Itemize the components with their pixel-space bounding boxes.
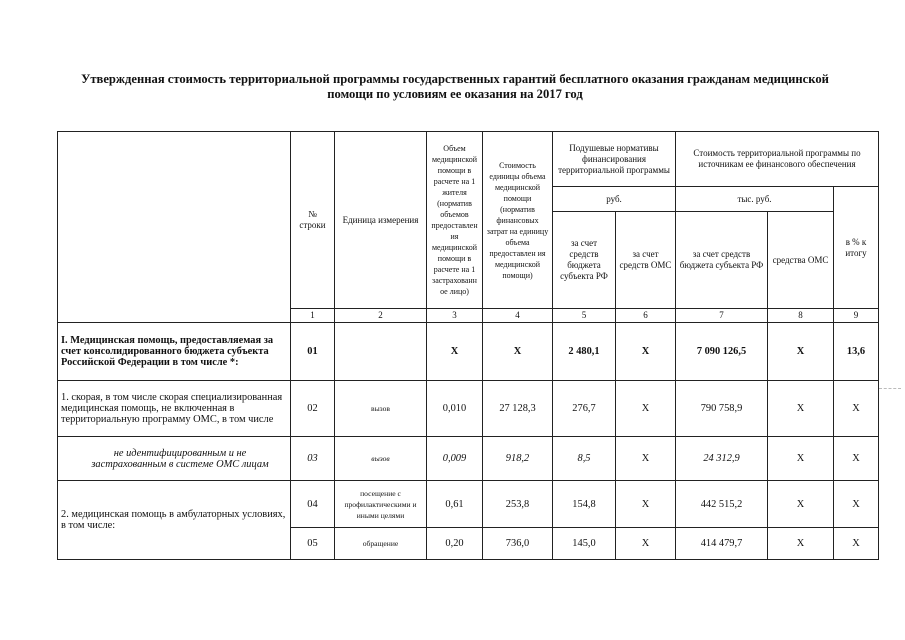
row-program-budget: 790 758,9 bbox=[676, 381, 768, 437]
row-cost: Х bbox=[483, 323, 553, 381]
row-program-oms: Х bbox=[768, 481, 834, 528]
header-program-cost-budget: за счет средств бюджета субъекта РФ bbox=[676, 212, 768, 309]
header-volume: Объем медицинской помощи в расчете на 1 жителя (норматив объемов предоставлен ия медицинской помощи в расчете на 1 застрахованн ое лицо) bbox=[427, 132, 483, 309]
title-line-2: помощи по условиям ее оказания на 2017 год bbox=[327, 87, 583, 101]
header-unit: Единица измерения bbox=[335, 132, 427, 309]
column-number: 6 bbox=[616, 309, 676, 323]
row-volume: 0,61 bbox=[427, 481, 483, 528]
row-cost: 27 128,3 bbox=[483, 381, 553, 437]
column-number: 2 bbox=[335, 309, 427, 323]
row-program-budget: 414 479,7 bbox=[676, 528, 768, 560]
row-code: 03 bbox=[291, 437, 335, 481]
table-row bbox=[58, 323, 879, 381]
program-cost-table bbox=[57, 131, 879, 560]
header-per-capita-budget: за счет средств бюджета субъекта РФ bbox=[553, 212, 616, 309]
row-per-capita-budget: 145,0 bbox=[553, 528, 616, 560]
header-per-capita-currency: руб. bbox=[553, 187, 676, 212]
table-row bbox=[58, 381, 879, 437]
column-number: 7 bbox=[676, 309, 768, 323]
row-per-capita-oms: Х bbox=[616, 381, 676, 437]
row-program-pct: Х bbox=[834, 381, 879, 437]
row-program-pct: Х bbox=[834, 481, 879, 528]
row-program-pct: Х bbox=[834, 528, 879, 560]
column-number: 9 bbox=[834, 309, 879, 323]
header-program-cost-group: Стоимость территориальной программы по источникам ее финансового обеспечения bbox=[676, 132, 879, 187]
row-program-budget: 7 090 126,5 bbox=[676, 323, 768, 381]
row-volume: 0,010 bbox=[427, 381, 483, 437]
row-code: 04 bbox=[291, 481, 335, 528]
table-row bbox=[58, 481, 879, 528]
header-program-cost-pct: в % к итогу bbox=[834, 187, 879, 309]
row-program-pct: 13,6 bbox=[834, 323, 879, 381]
row-per-capita-oms: Х bbox=[616, 437, 676, 481]
header-program-cost-oms: средства ОМС bbox=[768, 212, 834, 309]
header-per-capita-group: Подушевые нормативы финансирования территориальной программы bbox=[553, 132, 676, 187]
row-unit bbox=[335, 323, 427, 381]
page-title bbox=[60, 72, 850, 102]
row-unit: посещение с профилактическими и иными целями bbox=[335, 481, 427, 528]
row-per-capita-oms: Х bbox=[616, 481, 676, 528]
row-unit: обращение bbox=[335, 528, 427, 560]
column-number: 5 bbox=[553, 309, 616, 323]
header-name-blank bbox=[58, 132, 291, 323]
row-per-capita-budget: 276,7 bbox=[553, 381, 616, 437]
row-cost: 253,8 bbox=[483, 481, 553, 528]
row-name: 2. медицинская помощь в амбулаторных условиях, в том числе: bbox=[58, 481, 291, 560]
row-program-budget: 442 515,2 bbox=[676, 481, 768, 528]
row-code: 05 bbox=[291, 528, 335, 560]
row-unit: вызов bbox=[335, 381, 427, 437]
header-per-capita-oms: за счет средств ОМС bbox=[616, 212, 676, 309]
column-number: 4 bbox=[483, 309, 553, 323]
row-program-oms: Х bbox=[768, 437, 834, 481]
row-volume: 0,009 bbox=[427, 437, 483, 481]
row-per-capita-budget: 154,8 bbox=[553, 481, 616, 528]
column-number: 3 bbox=[427, 309, 483, 323]
column-number: 1 bbox=[291, 309, 335, 323]
row-cost: 918,2 bbox=[483, 437, 553, 481]
table-row bbox=[58, 437, 879, 481]
row-program-oms: Х bbox=[768, 323, 834, 381]
header-cost: Стоимость единицы объема медицинской помощи (норматив финансовых затрат на единицу объема предоставлен ия медицинской помощи) bbox=[483, 132, 553, 309]
row-per-capita-oms: Х bbox=[616, 528, 676, 560]
row-name: 1. скорая, в том числе скорая специализированная медицинская помощь, не включенная в территориальную программу ОМС, в том числе bbox=[58, 381, 291, 437]
row-per-capita-budget: 8,5 bbox=[553, 437, 616, 481]
row-volume: Х bbox=[427, 323, 483, 381]
row-volume: 0,20 bbox=[427, 528, 483, 560]
row-per-capita-budget: 2 480,1 bbox=[553, 323, 616, 381]
column-number: 8 bbox=[768, 309, 834, 323]
header-row bbox=[58, 132, 879, 187]
row-unit: вызов bbox=[335, 437, 427, 481]
row-cost: 736,0 bbox=[483, 528, 553, 560]
row-name: I. Медицинская помощь, предоставляемая за счет консолидированного бюджета субъекта Российской Федерации в том числе *: bbox=[58, 323, 291, 381]
row-program-pct: Х bbox=[834, 437, 879, 481]
scan-edge-mark bbox=[879, 388, 901, 389]
header-program-cost-currency: тыс. руб. bbox=[676, 187, 834, 212]
row-program-oms: Х bbox=[768, 528, 834, 560]
title-line-1: Утвержденная стоимость территориальной программы государственных гарантий бесплатного оказания гражданам медицинской bbox=[81, 72, 829, 86]
row-code: 01 bbox=[291, 323, 335, 381]
row-program-oms: Х bbox=[768, 381, 834, 437]
row-name: не идентифицированным и не застрахованным в системе ОМС лицам bbox=[58, 437, 291, 481]
row-code: 02 bbox=[291, 381, 335, 437]
row-program-budget: 24 312,9 bbox=[676, 437, 768, 481]
header-row-number: № строки bbox=[291, 132, 335, 309]
row-per-capita-oms: Х bbox=[616, 323, 676, 381]
